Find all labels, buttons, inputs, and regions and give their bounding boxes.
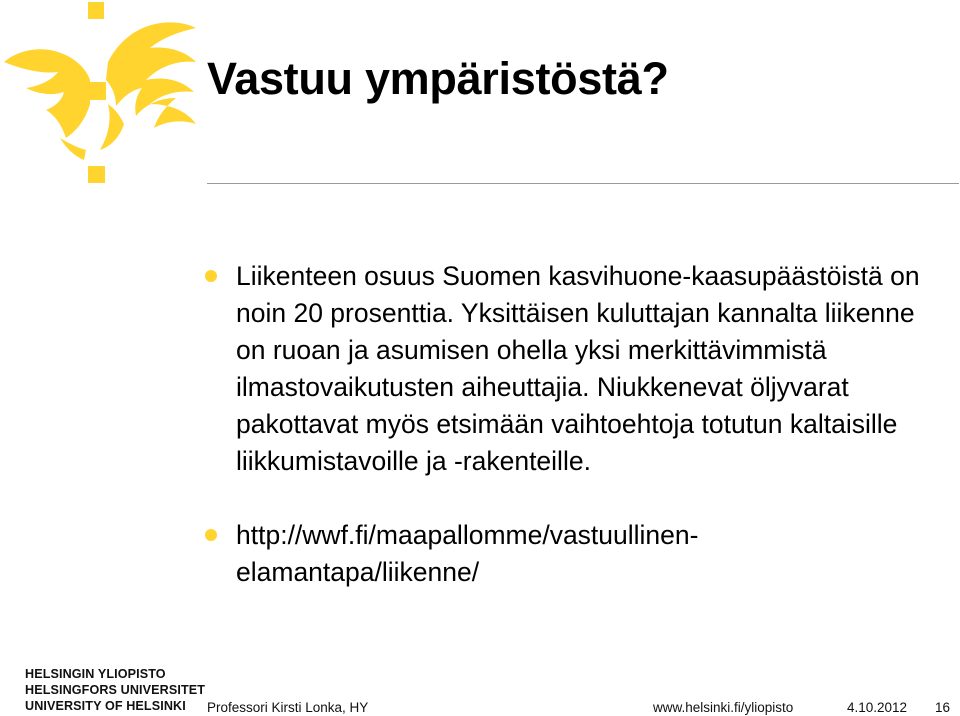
footer-author: Professori Kirsti Lonka, HY (207, 700, 369, 715)
university-name-english: UNIVERSITY OF HELSINKI (25, 699, 186, 713)
page-number: 16 (935, 700, 951, 715)
university-name-finnish: HELSINGIN YLIOPISTO (25, 667, 166, 681)
bullet-list (205, 258, 940, 591)
bullet-item-link (205, 517, 940, 591)
bullet-item (205, 258, 940, 480)
university-name-swedish: HELSINGFORS UNIVERSITET (25, 683, 206, 697)
slide-title: Vastuu ympäristöstä? (207, 53, 669, 104)
bullet-dot-icon (205, 270, 217, 282)
title-divider (207, 183, 959, 184)
footer-url: www.helsinki.fi/yliopisto (653, 700, 794, 715)
university-wordmark (25, 666, 205, 714)
university-flame-logo-icon (0, 0, 200, 190)
footer-date: 4.10.2012 (847, 700, 908, 715)
bullet-dot-icon (205, 529, 217, 541)
bullet-text: Liikenteen osuus Suomen kasvihuone-kaasupäästöistä on noin 20 prosenttia. Yksittäisen kuluttajan kannalta liikenne on ruoan ja asumisen ohella yksi merkittävimmistä ilmastovaikutusten aiheuttajia. Niukkenevat öljyvarat pakottavat myös etsimään vaihtoehtoja totutun kaltaisille liikkumistavoille ja -rakenteille. (236, 261, 920, 476)
source-url-text: http://wwf.fi/maapallomme/vastuullinen-elamantapa/liikenne/ (236, 520, 699, 587)
